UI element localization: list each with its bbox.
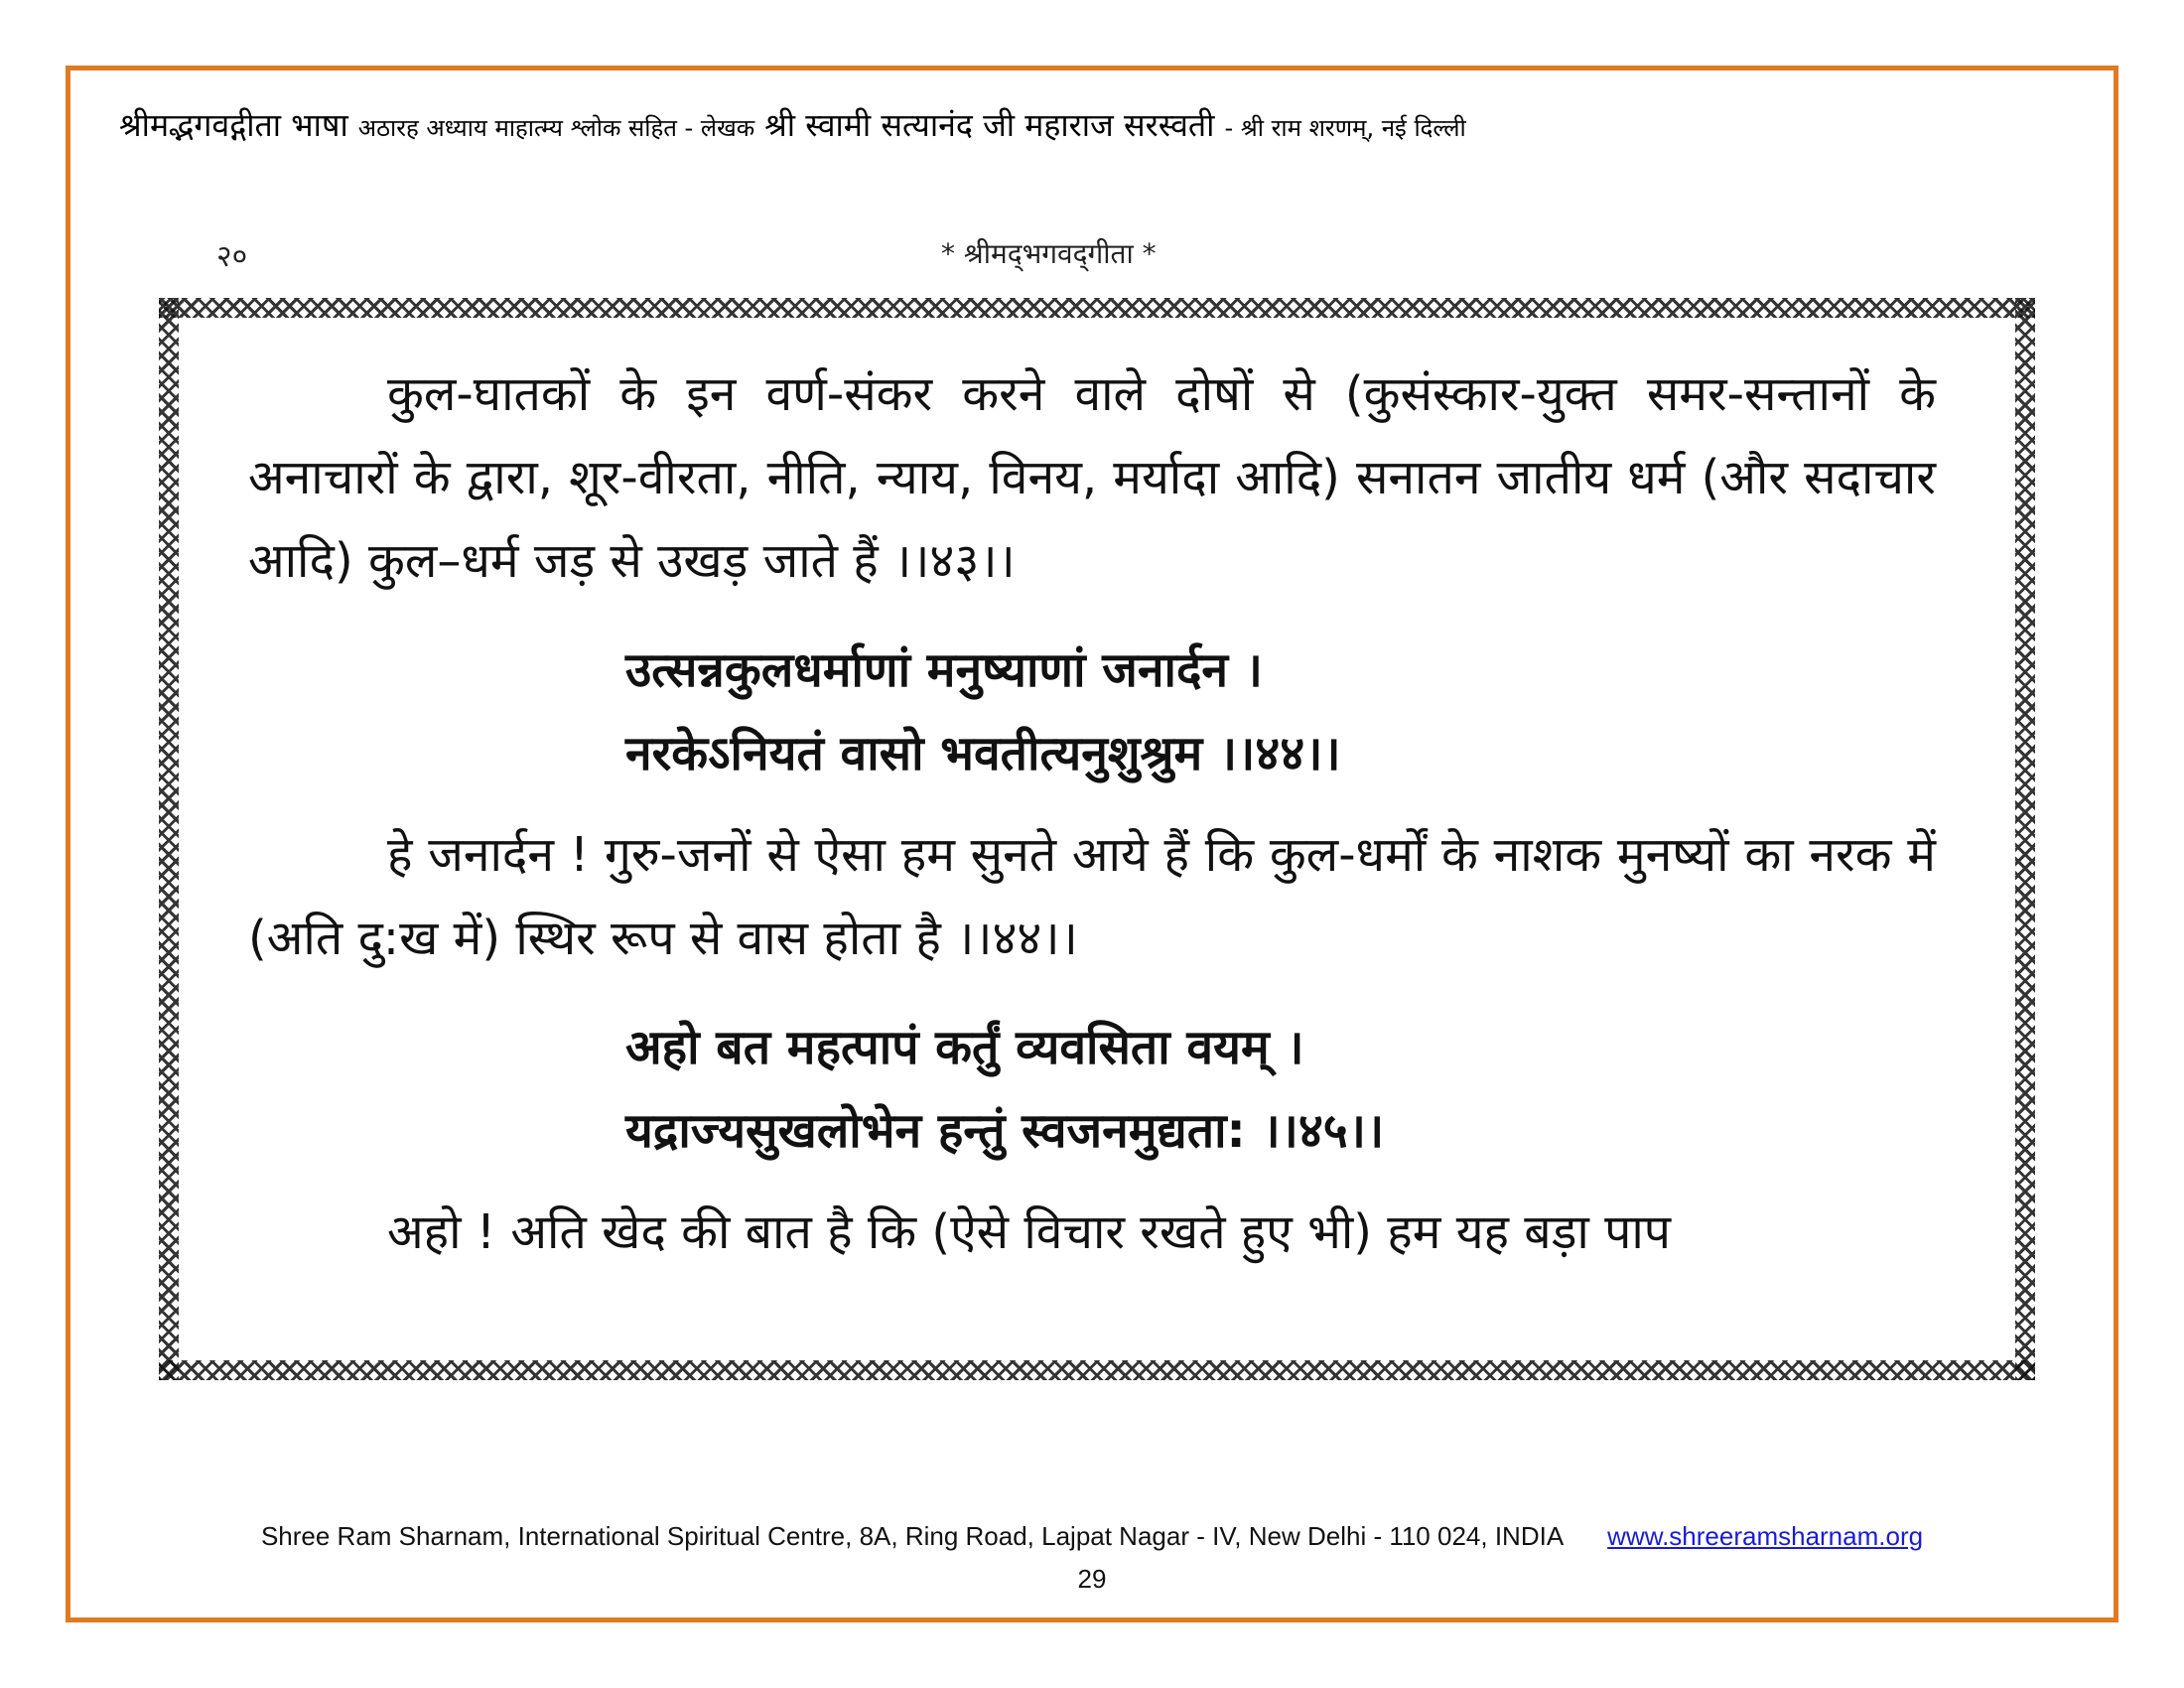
publisher-place: - श्री राम शरणम्, नई दिल्ली bbox=[1224, 114, 1466, 142]
footer-row bbox=[0, 1521, 2184, 1552]
footer-address: Shree Ram Sharnam, International Spiritual Centre, 8A, Ring Road, Lajpat Nagar - IV, New Delhi - 110 024, INDIA bbox=[260, 1521, 1565, 1551]
scripture-text bbox=[248, 352, 1936, 1274]
website-link[interactable]: www.shreeramsharnam.org bbox=[1607, 1521, 1924, 1551]
scanned-page-number: २० bbox=[216, 239, 248, 274]
page-footer bbox=[0, 1521, 2184, 1595]
shloka-45 bbox=[248, 1006, 1936, 1173]
translation-44: हे जनार्दन ! गुरु-जनों से ऐसा हम सुनते आये हैं कि कुल-धर्मों के नाशक मुनष्यों का नरक में (अति दु:ख में) स्थिर रूप से वास होता है ।।४४।। bbox=[248, 827, 1936, 966]
footer-page-number: 29 bbox=[1077, 1564, 1107, 1594]
ornate-border-top bbox=[159, 298, 2035, 318]
book-subtitle: अठारह अध्याय माहात्म्य श्लोक सहित - लेखक bbox=[357, 114, 755, 142]
shloka-44-line-1: उत्सन्नकुलधर्माणां मनुष्याणां जनार्दन । bbox=[625, 642, 1263, 698]
shloka-45-line-2: यद्राज्यसुखलोभेन हन्तुं स्वजनमुद्यता: ।।४५।। bbox=[625, 1103, 1385, 1159]
running-head: * श्रीमद्‌भगवद्‌गीता * bbox=[941, 237, 1157, 270]
ornate-border-right bbox=[2015, 298, 2035, 1380]
translation-45-start: अहो ! अति खेद की बात है कि (ऐसे विचार रखते हुए भी) हम यह बड़ा पाप bbox=[387, 1204, 1672, 1260]
shloka-45-line-1: अहो बत महत्पापं कर्तुं व्यवसिता वयम् । bbox=[625, 1020, 1304, 1075]
shloka-44-line-2: नरकेऽनियतं वासो भवतीत्यनुशुश्रुम ।।४४।। bbox=[625, 726, 1341, 781]
translation-43: कुल-घातकों के इन वर्ण-संकर करने वाले दोषों से (कुसंस्कार-युक्त समर-सन्तानों के अनाचारों के द्वारा, शूर-वीरता, नीति, न्याय, विनय, मर्यादा आदि) सनातन जातीय धर्म (और सदाचार आदि) कुल–धर्म जड़ से उखड़ जाते हैं ।।४३।। bbox=[248, 366, 1936, 589]
document-header bbox=[119, 103, 2065, 146]
author-name: श्री स्वामी सत्यानंद जी महाराज सरस्वती bbox=[764, 106, 1215, 144]
book-title: श्रीमद्भगवद्गीता भाषा bbox=[119, 106, 348, 144]
ornate-border-left bbox=[159, 298, 179, 1380]
ornate-border-bottom bbox=[159, 1360, 2035, 1380]
shloka-44 bbox=[248, 629, 1936, 795]
